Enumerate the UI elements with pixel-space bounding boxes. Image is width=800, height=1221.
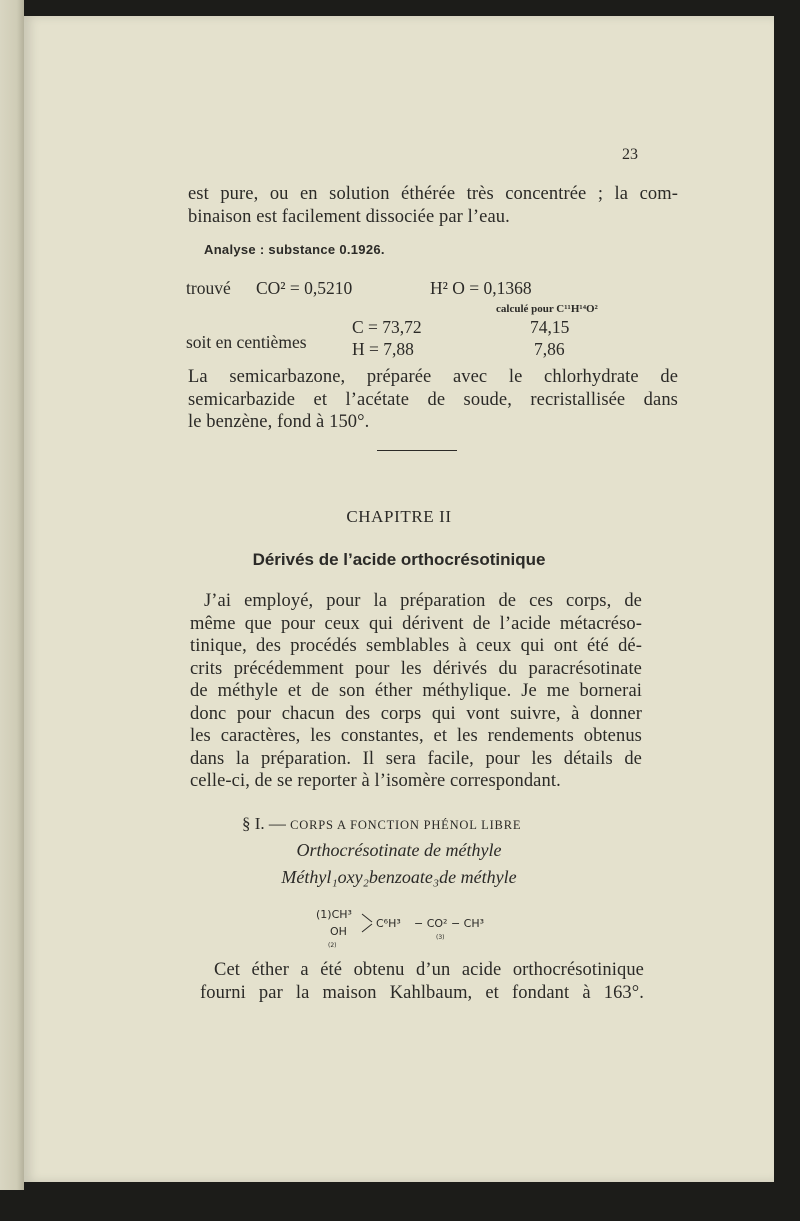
co2-value: CO² = 0,5210 [256,278,353,298]
trouve-label: trouvé [186,278,231,298]
section-number: § I. — [242,814,286,833]
formula-oh: OH [330,925,347,938]
compound-systematic-name: Méthyl₁oxy₂benzoate₃de méthyle [281,867,517,887]
carbon-found: C = 73,72 [352,317,422,337]
book-page [24,16,774,1182]
formula-ester-index: (3) [436,934,445,941]
section-title: CORPS A FONCTION PHÉNOL LIBRE [290,818,522,832]
chapter-title: Dérivés de l’acide orthocrésotinique [252,550,546,569]
handwritten-formula [314,904,524,950]
calculated-label: calculé pour C¹¹H¹⁴O² [496,303,598,315]
page-number: 23 [622,146,638,163]
text-line: est pure, ou en solution éthérée très concentrée ; la com- [188,184,678,204]
previous-page-edge [0,0,24,1190]
text-line: de méthyle et de son éther méthylique. Je me bornerai [190,681,642,701]
final-paragraph [200,959,644,1004]
text-line: semicarbazide et l’acétate de soude, recristallisée dans [188,389,678,410]
text-line: Cet éther a été obtenu d’un acide orthocrésotinique [214,960,644,980]
section-divider [377,450,457,451]
text-line: La semicarbazone, préparée avec le chlorhydrate de [188,367,678,387]
text-line: le benzène, fond à 150°. [188,412,370,432]
text-line: celle-ci, de se reporter à l’isomère correspondant. [190,771,561,791]
chapter-heading: CHAPITRE II [346,507,452,526]
percent-label: soit en centièmes [186,332,307,352]
formula-oh-index: (2) [328,942,337,949]
formula-bond-lower [362,924,372,932]
section-heading [242,814,521,834]
text-line: dans la préparation. Il sera facile, pour les détails de [190,748,642,769]
text-line: les caractères, les constantes, et les rendements obtenus [190,726,642,746]
hydrogen-calculated: 7,86 [534,339,565,359]
text-line: J’ai employé, pour la préparation de ces corps, de [204,591,642,611]
text-line: binaison est facilement dissociée par l’eau. [188,206,510,227]
formula-ch3: (1)CH³ [316,908,352,921]
semicarbazone-paragraph [188,366,678,434]
formula-ester: − CO² − CH³ [414,917,485,930]
formula-bond-upper [362,914,372,922]
compound-name: Orthocrésotinate de méthyle [296,840,502,860]
h2o-value: H² O = 0,1368 [430,278,532,298]
text-line: fourni par la maison Kahlbaum, et fondant à 163°. [200,982,644,1003]
analysis-label: Analyse : substance 0.1926. [204,242,385,257]
chapter-paragraph [190,590,642,793]
hydrogen-found: H = 7,88 [352,339,414,359]
text-line: donc pour chacun des corps qui vont suivre, à donner [190,703,642,724]
carbon-calculated: 74,15 [530,317,570,337]
text-line: tinique, des procédés semblables à ceux qui ont été dé- [190,636,642,656]
formula-ring: C⁶H³ [376,917,401,930]
intro-paragraph [188,183,678,228]
text-line: même que pour ceux qui dérivent de l’acide métacréso- [190,613,642,634]
text-line: crits précédemment pour les dérivés du paracrésotinate [190,658,642,679]
